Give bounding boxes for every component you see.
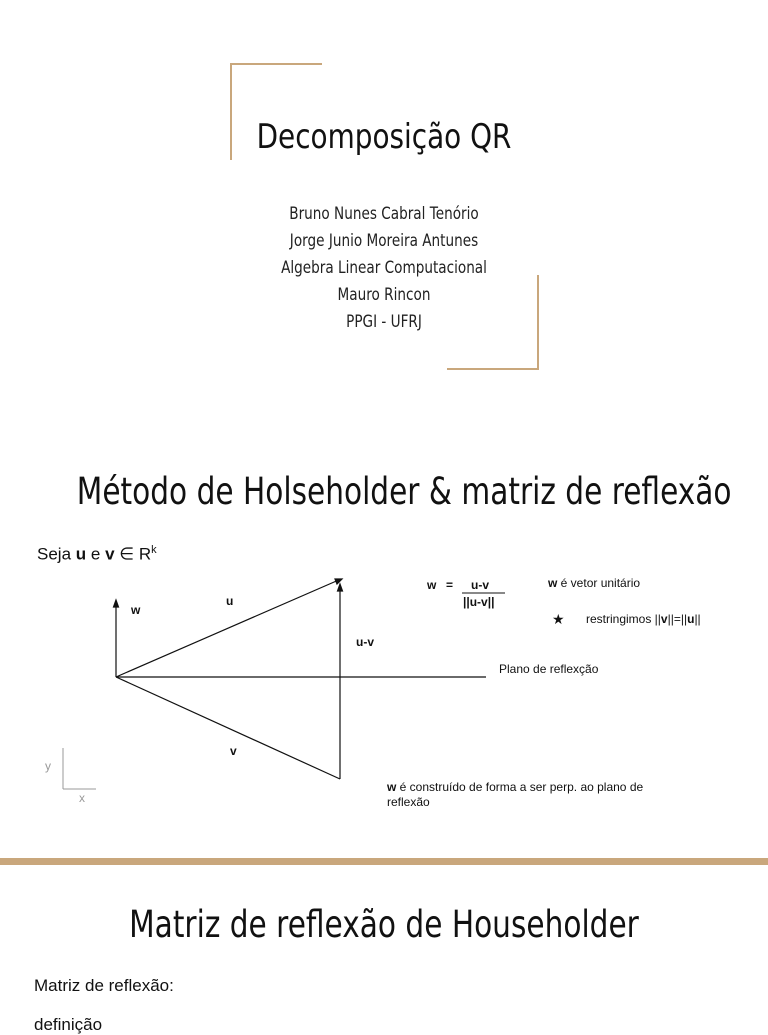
author-line: Jorge Junio Moreira Antunes [289,231,479,251]
plane-label: Plano de reflexção [499,662,599,676]
seja-in: ∈ R [119,544,152,564]
construction-note-line2: reflexão [387,795,430,809]
restriction-text: restringimos || [586,612,661,626]
formula-lhs: w [427,578,437,592]
formula-numerator: u-v [471,578,489,592]
construction-note-w: w [387,780,397,794]
formula-denominator: ||u-v|| [463,595,495,609]
truncated-text: definição [34,1015,103,1034]
author-line: Bruno Nunes Cabral Tenório [289,204,479,224]
axis-x-label: x [79,791,85,805]
seja-v: v [105,544,115,564]
reflection-diagram [0,430,768,858]
seja-e: e [90,544,101,564]
slide-divider [0,858,768,865]
vector-v-line [116,677,340,779]
restriction-u: u [687,612,695,626]
slide-title: Método de Holseholder & matriz de reflexão [76,470,732,513]
unit-vector-note-w: w [548,576,558,590]
label-u: u [226,594,234,608]
unit-vector-note-text: é vetor unitário [557,576,641,590]
construction-note-line1 [386,780,643,794]
seja-prefix: Seja [37,544,72,564]
householder-matrix-slide [0,865,768,1034]
vector-w-arrowhead [114,600,119,607]
label-v: v [230,744,237,758]
presentation-title: Decomposição QR [256,117,512,157]
restriction-note [586,612,701,626]
author-list [77,201,691,336]
label-w: w [131,603,141,617]
star-icon: ★ [552,612,565,628]
vector-u-minus-v-arrowhead [338,584,343,591]
restriction-v: v [660,612,668,626]
slide-title: Matriz de reflexão de Householder [129,903,639,946]
seja-u: u [75,544,87,564]
seja-exponent: k [151,544,157,556]
vector-u-arrowhead [335,579,342,584]
axis-y-label: y [45,759,51,773]
institution-line: PPGI - UFRJ [346,312,422,332]
advisor-line: Mauro Rincon [337,285,431,305]
subheading: Matriz de reflexão: [34,976,174,995]
unit-vector-note [547,576,640,590]
label-u-minus-v: u-v [356,635,374,649]
restriction-end: || [694,612,701,626]
formula-equals: = [446,578,454,592]
restriction-mid: ||=|| [667,612,688,626]
householder-method-slide [0,430,768,858]
construction-note-text: é construído de forma a ser perp. ao plano de [396,780,644,794]
title-slide [0,0,768,430]
course-line: Algebra Linear Computacional [281,258,487,278]
